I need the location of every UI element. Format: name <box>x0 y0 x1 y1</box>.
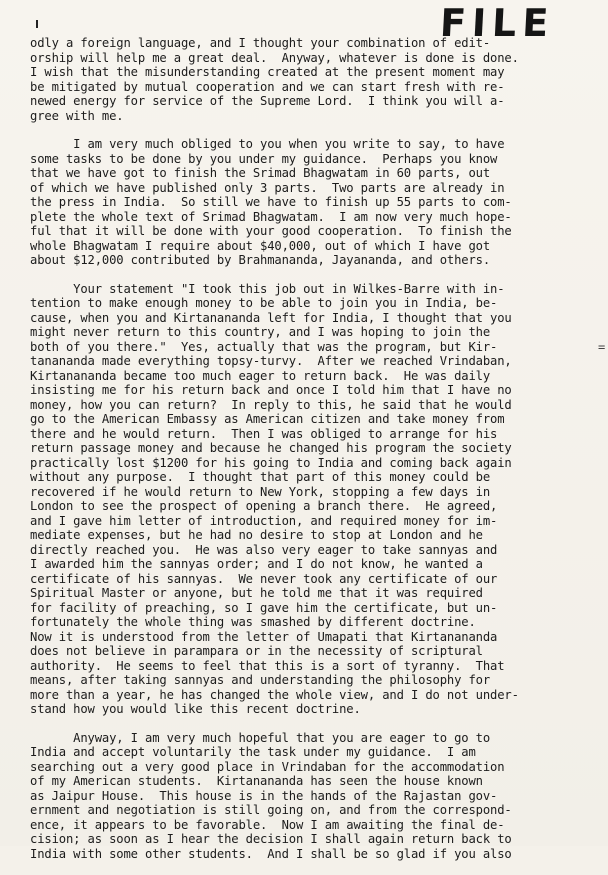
text-line: of my American students. Kirtanananda has seen the house known <box>30 774 483 788</box>
text-line: go to the American Embassy as American citizen and take money from <box>30 412 505 426</box>
margin-mark: = <box>598 340 606 354</box>
text-line: return passage money and because he changed his program the society <box>30 441 512 455</box>
text-line: stand how you would like this recent doctrine. <box>30 702 361 716</box>
text-line: whole Bhagwatam I require about $40,000, out of which I have got <box>30 238 490 253</box>
text-line: cause, when you and Kirtanananda left for India, I thought that you <box>30 310 512 325</box>
paragraph <box>30 36 596 123</box>
text-line: searching out a very good place in Vrindaban for the accommodation <box>30 759 505 774</box>
text-line: ernment and negotiation is still going on, and from the correspond- <box>30 803 512 817</box>
text-line: recovered if he would return to New York, stopping a few days in <box>30 484 490 499</box>
text-line: fortunately the whole thing was smashed by different doctrine. <box>30 615 476 629</box>
text-line: for facility of preaching, so I gave him the certificate, but un- <box>30 600 498 615</box>
text-line: directly reached you. He was also very eager to take sannyas and <box>30 542 498 557</box>
text-line: London to see the prospect of opening a branch there. He agreed, <box>30 499 498 513</box>
text-line: gree with me. <box>30 108 124 123</box>
text-line: that we have got to finish the Srimad Bhagwatam in 60 parts, out <box>30 166 490 180</box>
text-line: about $12,000 contributed by Brahmananda, Jayananda, and others. <box>30 253 490 267</box>
text-line: of which we have published only 3 parts. Two parts are already in <box>30 180 505 195</box>
text-line: India and accept voluntarily the task under my guidance. I am <box>30 745 476 759</box>
text-line: authority. He seems to feel that this is a sort of tyranny. That <box>30 658 505 673</box>
text-line: Spiritual Master or anyone, but he told me that it was required <box>30 586 483 600</box>
file-stamp: FILE <box>438 1 556 45</box>
text-line: means, after taking sannyas and understanding the philosophy for <box>30 673 490 687</box>
text-line: newed energy for service of the Supreme Lord. I think you will a- <box>30 94 505 108</box>
text-line: mediate expenses, but he had no desire to stop at London and he <box>30 528 483 542</box>
text-line: practically lost $1200 for his going to India and coming back again <box>30 455 512 470</box>
text-line: might never return to this country, and I was hoping to join the <box>30 325 490 339</box>
text-line: without any purpose. I thought that part of this money could be <box>30 470 490 484</box>
text-line: the press in India. So still we have to finish up 55 parts to com- <box>30 195 512 209</box>
text-line: money, how you can return? In reply to this, he said that he would <box>30 397 512 412</box>
text-line: orship will help me a great deal. Anyway, whatever is done is done. <box>30 50 519 65</box>
text-line: there and he would return. Then I was obliged to arrange for his <box>30 426 498 441</box>
text-line: odly a foreign language, and I thought your combination of edit- <box>30 36 490 50</box>
text-line: and I gave him letter of introduction, and required money for im- <box>30 513 498 528</box>
text-line: does not believe in parampara or in the necessity of scriptural <box>30 644 483 658</box>
text-line: I am very much obliged to you when you write to say, to have <box>30 137 505 151</box>
text-line: be mitigated by mutual cooperation and we can start fresh with re- <box>30 79 505 94</box>
text-line: Kirtanananda became too much eager to return back. He was daily <box>30 368 490 383</box>
text-line: certificate of his sannyas. We never took any certificate of our <box>30 571 498 586</box>
paragraph <box>30 282 596 717</box>
text-line: ful that it will be done with your good cooperation. To finish the <box>30 224 512 238</box>
text-line: plete the whole text of Srimad Bhagwatam. I am now very much hope- <box>30 209 512 224</box>
text-line: insisting me for his return back and once I told him that I have no <box>30 383 512 397</box>
text-line: Anyway, I am very much hopeful that you are eager to go to <box>30 730 490 745</box>
text-line: cision; as soon as I hear the decision I shall again return back to <box>30 832 512 846</box>
text-line: Now it is understood from the letter of Umapati that Kirtanananda <box>30 629 498 644</box>
paragraph <box>30 731 596 862</box>
text-line: tention to make enough money to be able to join you in India, be- <box>30 296 498 310</box>
letter-body <box>30 36 596 875</box>
text-line: as Jaipur House. This house is in the hands of the Rajastan gov- <box>30 788 498 803</box>
text-line: tanananda made everything topsy-turvy. After we reached Vrindaban, <box>30 354 512 368</box>
text-line: both of you there." Yes, actually that was the program, but Kir- <box>30 339 498 354</box>
text-line: Your statement "I took this job out in Wilkes-Barre with in- <box>30 281 505 296</box>
text-line: more than a year, he has changed the whole view, and I do not under- <box>30 687 519 702</box>
paragraph <box>30 137 596 268</box>
page-tick-mark <box>36 20 38 28</box>
text-line: India with some other students. And I shall be so glad if you also <box>30 846 512 861</box>
text-line: ence, it appears to be favorable. Now I am awaiting the final de- <box>30 817 505 832</box>
text-line: I wish that the misunderstanding created at the present moment may <box>30 65 505 79</box>
text-line: some tasks to be done by you under my guidance. Perhaps you know <box>30 151 498 166</box>
text-line: I awarded him the sannyas order; and I do not know, he wanted a <box>30 557 483 571</box>
